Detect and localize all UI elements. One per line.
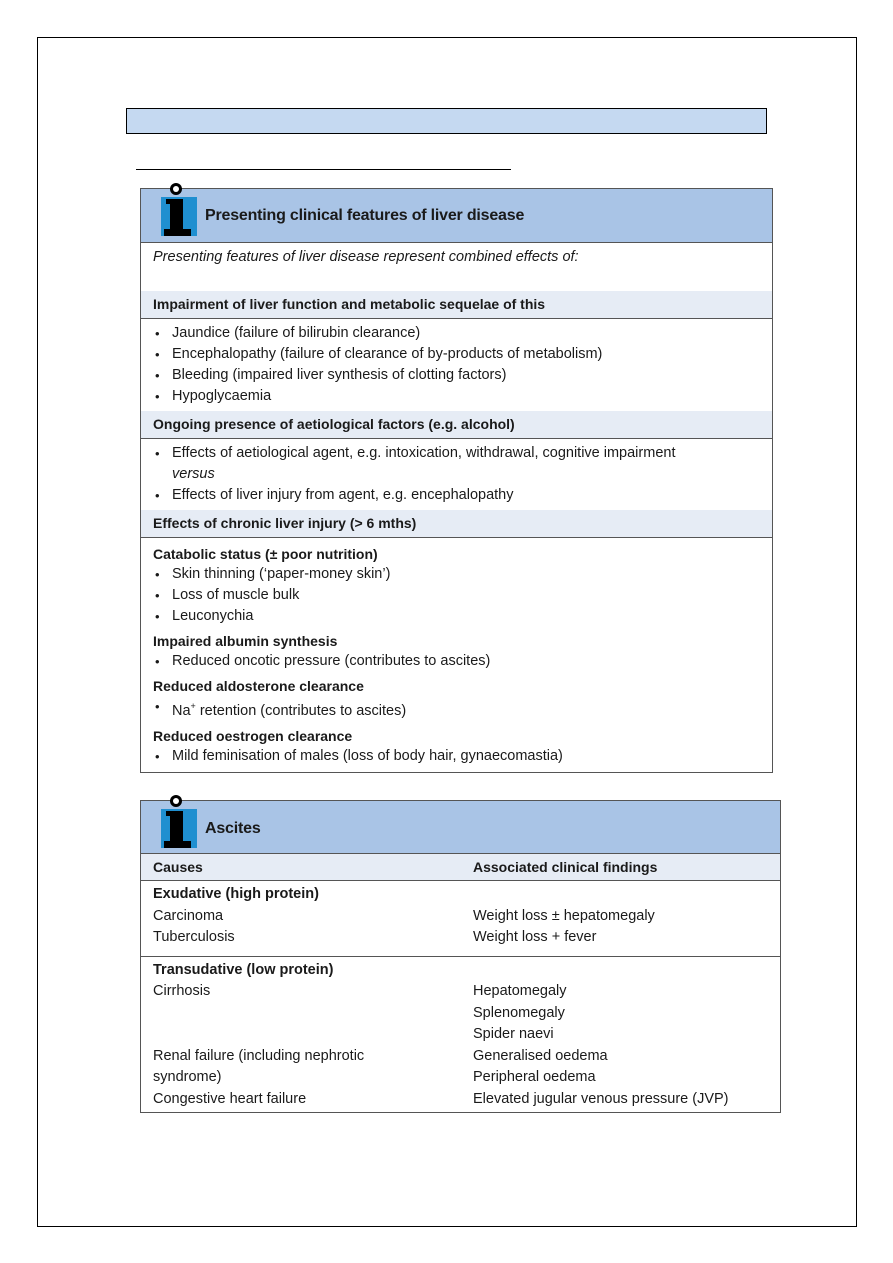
list-item: • Encephalopathy (failure of clearance of by-products of metabolism) <box>153 344 760 365</box>
section-body-aetiological <box>141 439 772 510</box>
table-row <box>141 982 780 1004</box>
cause-cell: Renal failure (including nephrotic <box>153 1047 365 1064</box>
box-title: Presenting clinical features of liver disease <box>205 207 525 224</box>
info-icon <box>156 795 198 855</box>
section-body-chronic-injury <box>141 538 772 771</box>
na-rest-text: retention (contributes to ascites) <box>195 702 407 719</box>
subheading-aldosterone: Reduced aldosterone clearance <box>153 678 364 694</box>
list-item: • Leuconychia <box>153 606 760 627</box>
list-item <box>153 443 760 485</box>
finding-cell: Weight loss ± hepatomegaly <box>473 907 655 924</box>
list-item <box>153 696 760 722</box>
list-item: • Jaundice (failure of bilirubin clearance) <box>153 323 760 344</box>
group-heading: Exudative (high protein) <box>153 886 319 902</box>
finding-cell: Spider naevi <box>473 1026 554 1042</box>
section-heading-chronic-injury: Effects of chronic liver injury (> 6 mths) <box>141 510 772 538</box>
section-heading-liver-function: Impairment of liver function and metabolic sequelae of this <box>141 291 772 319</box>
cause-cell: syndrome) <box>153 1069 222 1085</box>
table-row <box>141 907 780 929</box>
finding-cell: Weight loss + fever <box>473 929 597 945</box>
column-header-findings: Associated clinical findings <box>473 859 658 875</box>
list-item: • Bleeding (impaired liver synthesis of clotting factors) <box>153 365 760 386</box>
versus-text: versus <box>172 466 215 482</box>
table-row <box>141 1068 780 1090</box>
table-row <box>141 1004 780 1026</box>
table-header <box>141 854 780 881</box>
cause-cell: Congestive heart failure <box>153 1090 307 1107</box>
finding-cell: Elevated jugular venous pressure (JVP) <box>473 1090 729 1107</box>
group-heading: Transudative (low protein) <box>153 961 334 978</box>
table-row <box>141 928 780 950</box>
subheading-catabolic: Catabolic status (± poor nutrition) <box>153 546 378 562</box>
box-title-bar <box>141 189 772 243</box>
ascites-box <box>140 800 781 1113</box>
info-icon <box>156 183 198 243</box>
subheading-oestrogen: Reduced oestrogen clearance <box>153 727 353 744</box>
box-title-bar <box>141 801 780 854</box>
list-item: • Hypoglycaemia <box>153 386 760 407</box>
finding-cell: Hepatomegaly <box>473 983 567 999</box>
finding-cell: Splenomegaly <box>473 1004 565 1021</box>
liver-disease-features-box <box>140 188 773 773</box>
table-row <box>141 1047 780 1069</box>
exudative-group <box>141 881 780 957</box>
list-item: • Skin thinning (‘paper-money skin’) <box>153 564 760 585</box>
table-row <box>141 1090 780 1112</box>
subheading-albumin: Impaired albumin synthesis <box>153 633 338 649</box>
na-symbol: Na <box>172 702 191 719</box>
heading-underline <box>136 169 511 170</box>
list-item: • Effects of liver injury from agent, e.g. encephalopathy <box>153 485 760 506</box>
list-item: • Reduced oncotic pressure (contributes to ascites) <box>153 651 760 672</box>
intro-text: Presenting features of liver disease represent combined effects of: <box>153 249 579 265</box>
list-item: • Mild feminisation of males (loss of body hair, gynaecomastia) <box>153 746 760 767</box>
transudative-group <box>141 957 780 1112</box>
section-body-liver-function <box>141 319 772 411</box>
header-bar <box>126 108 767 134</box>
list-item: • Loss of muscle bulk <box>153 585 760 606</box>
na-superscript: + <box>190 701 196 711</box>
column-header-causes: Causes <box>153 859 203 875</box>
cause-cell: Carcinoma <box>153 907 224 924</box>
box-title: Ascites <box>205 820 261 837</box>
table-row <box>141 1025 780 1047</box>
cause-cell: Cirrhosis <box>153 983 211 999</box>
list-item-text: Effects of aetiological agent, e.g. intoxication, withdrawal, cognitive impairment <box>172 445 676 461</box>
finding-cell: Peripheral oedema <box>473 1069 596 1085</box>
section-heading-aetiological: Ongoing presence of aetiological factors (e.g. alcohol) <box>141 411 772 439</box>
cause-cell: Tuberculosis <box>153 929 235 945</box>
finding-cell: Generalised oedema <box>473 1047 608 1064</box>
